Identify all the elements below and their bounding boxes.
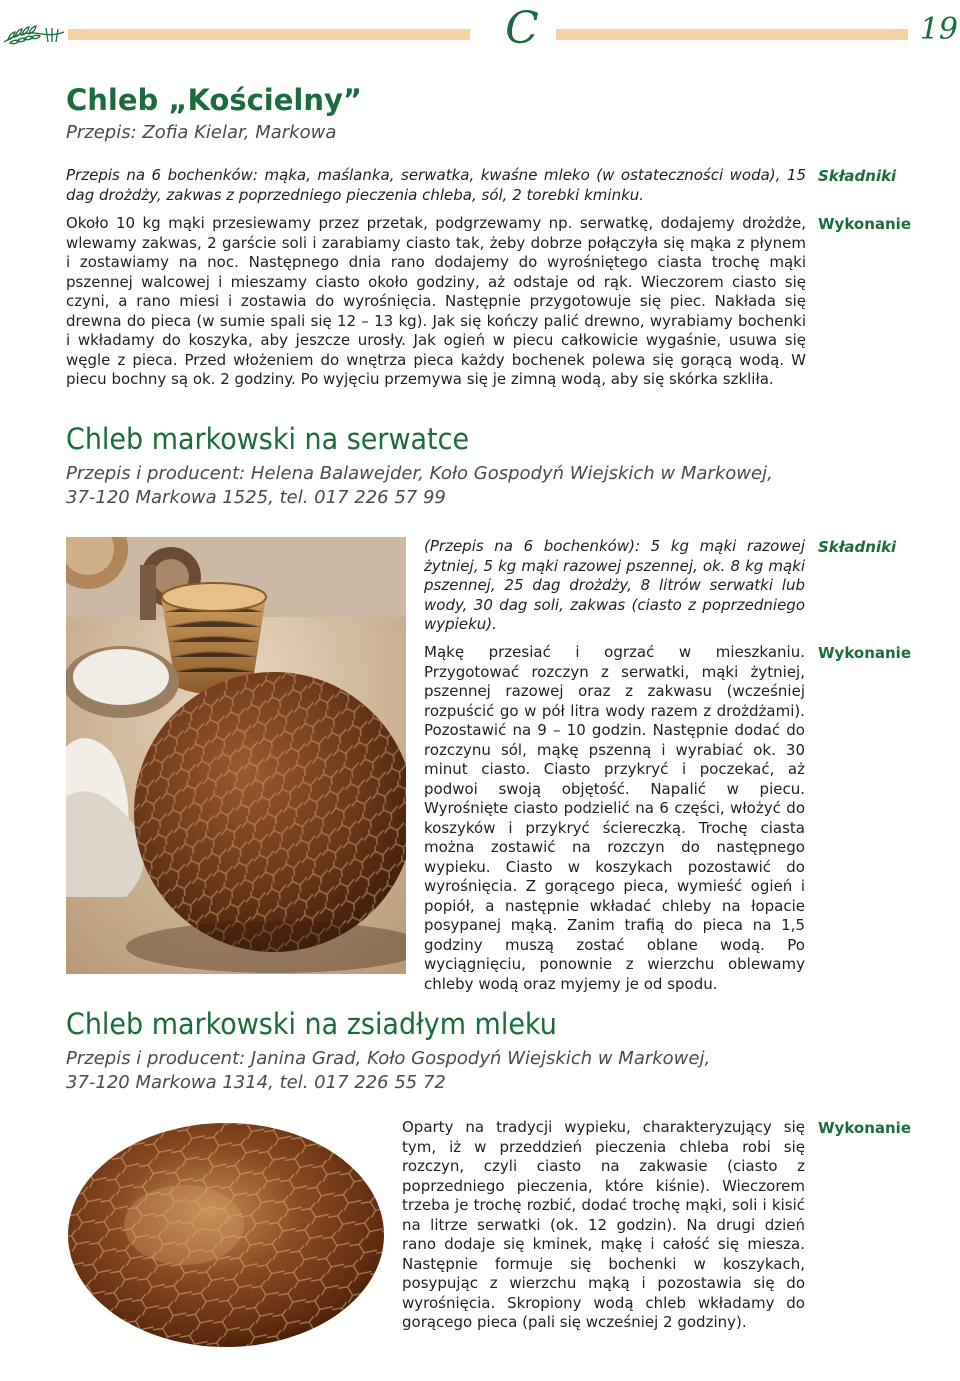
ingredients-label: Składniki [818,167,897,185]
recipe-byline-koscielny: Przepis: Zofia Kielar, Markowa [66,122,337,143]
method-text: Mąkę przesiać i ogrzać w mieszkaniu. Przygotować rozczyn z serwatki, mąki żytniej, pszennej razowej oraz z zakwasu (wcześniej rozpuścić go w pół litra wody razem z drożdżami). Pozostawić na 9 – 10 godzin. Następnie dodać do rozczynu sól, mąkę pszenną i wyrabiać ok. 30 minut ciasto. Ciasto przykryć i poczekać, aż podwoi swoją objętość. Napalić w piecu. Wyrośnięte ciasto podzielić na 6 części, włożyć do koszyków i przykryć ściereczką. Trochę ciasta można zostawić na rozczyn do następnego wypieku. Ciasto w koszykach pozostawić do wyrośnięcia. Z gorącego pieca, wymieść ogień i popiół, a następnie wkładać chleby na łopacie posypanej mąką. Zanim trafią do pieca na 1,5 godziny muszą zostać oblane wodą. Po wyciągnięciu, ponownie z wierzchu oblewamy chleby wodą oraz myjemy je od spodu. [424,643,805,993]
method-text: Około 10 kg mąki przesiewamy przez przetak, podgrzewamy np. serwatkę, dodajemy drożdże, wlewamy zakwas, 2 garście soli i zarabiamy ciasto tak, żeby dobrze połączyła się mąka z płynem i zostawiamy na noc. Następnego dnia rano dodajemy do wyrośniętego ciasta trochę mąki pszennej walcowej i mieszamy ciasto około godziny, aż odstaje od rąk. Wieczorem ciasto się czyni, a rano miesi i zostawia do wyrośnięcia. Następnie przygotowuje się piec. Nakłada się drewna do pieca (w sumie spali się 12 – 13 kg). Jak się kończy palić drewno, wyrabiamy bochenki i wkładamy do koszyka, aby jeszcze urosły. Jak ogień w piecu całkowicie wygaśnie, usuwa się węgle z pieca. Przed włożeniem do wnętrza pieca każdy bochenek polewa się gorącą wodą. W piecu bochny są ok. 2 godziny. Po wyjęciu przemywa się je zimną wodą, aby się skórka szkliła. [66,214,806,388]
recipe-title-koscielny: Chleb „Kościelny” [66,83,362,117]
ingredients-text: (Przepis na 6 bochenków): 5 kg mąki razowej żytniej, 5 kg mąki razowej pszennej, ok. 8 kg mąki pszennej, 25 dag drożdży, 8 litrów serwatki lub wody, 30 dag soli, zakwas (ciasto z poprzedniego wypieku). [424,537,805,633]
recipe-byline-serwatka-line1: Przepis i producent: Helena Balawejder, Koło Gospodyń Wiejskich w Markowej, [66,463,773,484]
method-label: Wykonanie [818,644,911,662]
method-label: Wykonanie [818,1119,911,1137]
photo-bread-on-table [66,537,406,974]
recipe-title-serwatka: Chleb markowski na serwatce [66,422,470,456]
method-text: Oparty na tradycji wypieku, charakteryzujący się tym, iż w przeddzień pieczenia chleba robi się rozczyn, czyli ciasto na zakwasie (ciasto z poprzedniego pieczenia, które kiśnie). Wieczorem trzeba je trochę rozbić, dodać trochę mąki, soli i kisić na litrze serwatki (ok. 12 godzin). Na drugi dzień rano dodaje się kminek, mąkę i całość się miesza. Następnie formuje się bochenki w koszykach, posypując z wierzchu mąką i pozostawia się do wyrośnięcia. Skropiony wodą chleb wkładamy do gorącego pieca (pali się wcześniej 2 godziny). [402,1118,805,1331]
section-letter: C [505,3,539,54]
recipe-byline-zsiadle-mleko-line1: Przepis i producent: Janina Grad, Koło Gospodyń Wiejskich w Markowej, [66,1048,711,1069]
header-band-left [68,29,470,40]
method-label: Wykonanie [818,215,911,233]
recipe-byline-serwatka-line2: 37-120 Markowa 1525, tel. 017 226 57 99 [66,487,446,508]
recipe-byline-zsiadle-mleko-line2: 37-120 Markowa 1314, tel. 017 226 55 72 [66,1072,446,1093]
page-number: 19 [919,12,958,47]
ingredients-text: Przepis na 6 bochenków: mąka, maślanka, serwatka, kwaśne mleko (w ostateczności woda), 15 dag drożdży, zakwas z poprzedniego pieczenia chleba, sól, 2 torebki kminku. [66,166,806,204]
recipe-title-zsiadle-mleko: Chleb markowski na zsiadłym mleku [66,1007,557,1041]
wheat-ornament-icon [2,22,66,50]
photo-round-loaf [66,1113,386,1347]
header-band-right [556,29,908,40]
ingredients-label: Składniki [818,538,897,556]
